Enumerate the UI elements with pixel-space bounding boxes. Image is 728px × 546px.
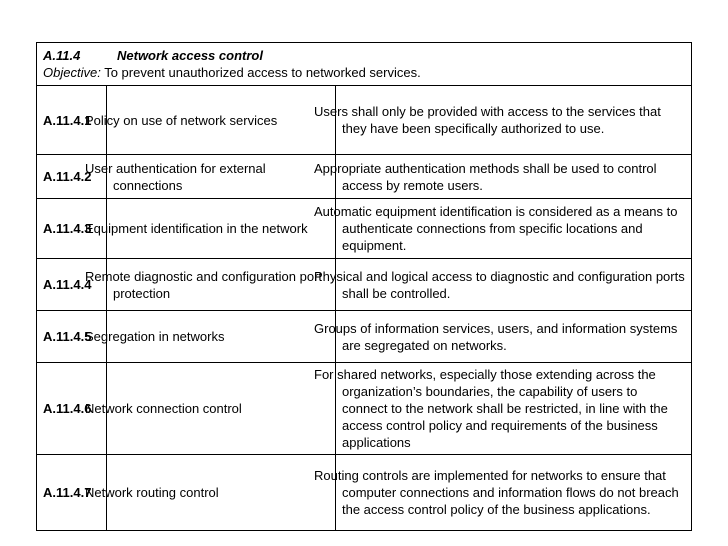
control-id: A.11.4.1: [37, 86, 107, 155]
control-id: A.11.4.6: [37, 363, 107, 455]
control-description: Physical and logical access to diagnostic and configuration ports shall be controlled.: [336, 259, 692, 311]
control-name: User authentication for external connections: [107, 155, 336, 199]
section-heading: [43, 43, 685, 64]
control-name: Network connection control: [107, 363, 336, 455]
header-row: [37, 43, 692, 86]
control-description: Appropriate authentication methods shall be used to control access by remote users.: [336, 155, 692, 199]
objective-label: Objective:: [43, 65, 101, 80]
control-name: Policy on use of network services: [107, 86, 336, 155]
table-row: [37, 199, 692, 259]
section-code: A.11.4: [43, 48, 81, 63]
section-title: Network access control: [117, 48, 263, 63]
header-cell: [37, 43, 692, 86]
control-name: Network routing control: [107, 455, 336, 531]
table-row: [37, 455, 692, 531]
table-row: [37, 86, 692, 155]
control-description: Users shall only be provided with access to the services that they have been specifically authorized to use.: [336, 86, 692, 155]
control-id: A.11.4.5: [37, 311, 107, 363]
control-name: Equipment identification in the network: [107, 199, 336, 259]
control-id: A.11.4.4: [37, 259, 107, 311]
control-name: Remote diagnostic and configuration port protection: [107, 259, 336, 311]
control-id: A.11.4.2: [37, 155, 107, 199]
objective-line: [43, 64, 685, 81]
table-row: [37, 363, 692, 455]
control-id: A.11.4.7: [37, 455, 107, 531]
control-description: Routing controls are implemented for networks to ensure that computer connections and information flows do not breach the access control policy of the business applications.: [336, 455, 692, 531]
control-name: Segregation in networks: [107, 311, 336, 363]
control-description: Automatic equipment identification is considered as a means to authenticate connections from specific locations and equipment.: [336, 199, 692, 259]
objective-text: To prevent unauthorized access to networked services.: [104, 65, 421, 80]
table-row: [37, 259, 692, 311]
control-description: For shared networks, especially those extending across the organization’s boundaries, the capability of users to connect to the network shall be restricted, in line with the access control policy and requirements of the business applications: [336, 363, 692, 455]
controls-table: [36, 42, 692, 531]
control-description: Groups of information services, users, and information systems are segregated on networks.: [336, 311, 692, 363]
control-id: A.11.4.3: [37, 199, 107, 259]
table-row: [37, 311, 692, 363]
table-row: [37, 155, 692, 199]
